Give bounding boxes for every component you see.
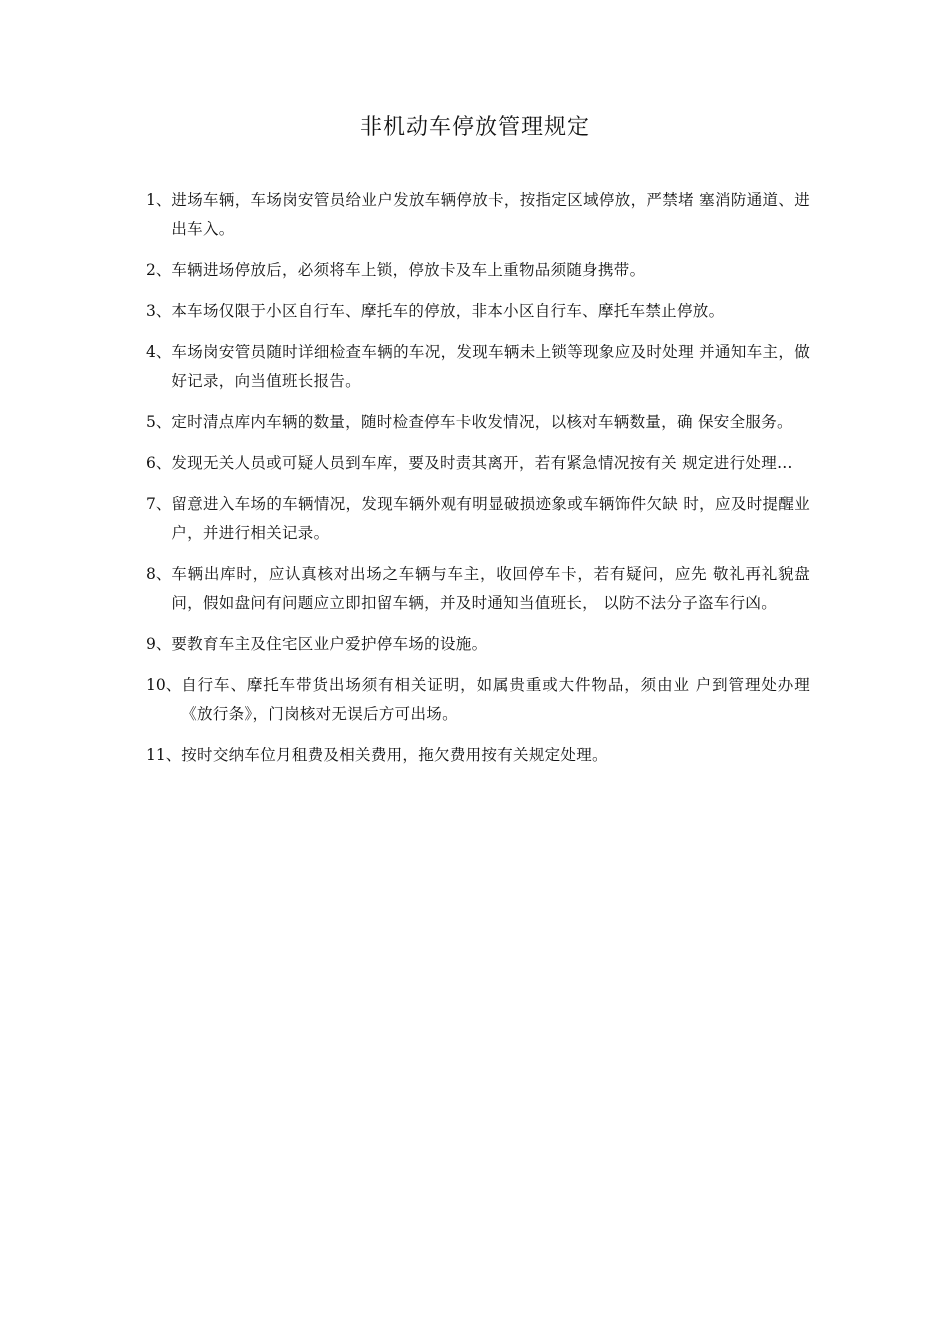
rule-number: 8、 bbox=[146, 565, 172, 583]
rule-number: 4、 bbox=[146, 343, 172, 361]
rule-number: 7、 bbox=[146, 495, 172, 513]
rule-number: 6、 bbox=[146, 454, 172, 472]
rule-text: 留意进入车场的车辆情况，发现车辆外观有明显破损迹象或车辆饰件欠缺 时，应及时提醒业户，并进行相关记录。 bbox=[171, 495, 810, 542]
rule-text: 车辆出库时，应认真核对出场之车辆与车主，收回停车卡，若有疑问，应先 敬礼再礼貌盘问，假如盘问有问题应立即扣留车辆，并及时通知当值班长， 以防不法分子盗车行凶。 bbox=[171, 565, 810, 612]
rule-number: 3、 bbox=[146, 302, 172, 320]
rule-item-3 bbox=[146, 297, 810, 326]
rule-text: 定时清点库内车辆的数量，随时检查停车卡收发情况，以核对车辆数量，确 保安全服务。 bbox=[171, 413, 793, 431]
rule-item-10 bbox=[146, 671, 810, 729]
rule-text: 本车场仅限于小区自行车、摩托车的停放，非本小区自行车、摩托车禁止停放。 bbox=[171, 302, 725, 320]
rules-list bbox=[146, 186, 810, 782]
rule-item-9 bbox=[146, 630, 810, 659]
rule-text: 发现无关人员或可疑人员到车库，要及时责其离开，若有紧急情况按有关 规定进行处理… bbox=[171, 454, 793, 472]
rule-text: 车辆进场停放后，必须将车上锁，停放卡及车上重物品须随身携带。 bbox=[171, 261, 646, 279]
rule-text: 进场车辆，车场岗安管员给业户发放车辆停放卡，按指定区域停放，严禁堵 塞消防通道、进出车入。 bbox=[171, 191, 810, 238]
rule-item-6 bbox=[146, 449, 810, 478]
rule-item-5 bbox=[146, 408, 810, 437]
rule-text: 按时交纳车位月租费及相关费用，拖欠费用按有关规定处理。 bbox=[181, 746, 608, 764]
rule-number: 1、 bbox=[146, 191, 172, 209]
rule-text: 车场岗安管员随时详细检查车辆的车况，发现车辆未上锁等现象应及时处理 并通知车主，做好记录，向当值班长报告。 bbox=[171, 343, 810, 390]
rule-number: 11、 bbox=[146, 746, 182, 764]
rule-item-4 bbox=[146, 338, 810, 396]
rule-text: 自行车、摩托车带货出场须有相关证明，如属贵重或大件物品，须由业 户到管理处办理《放行条》，门岗核对无误后方可出场。 bbox=[181, 676, 810, 723]
rule-number: 9、 bbox=[146, 635, 172, 653]
rule-item-7 bbox=[146, 490, 810, 548]
rule-number: 2、 bbox=[146, 261, 172, 279]
rule-item-2 bbox=[146, 256, 810, 285]
rule-item-8 bbox=[146, 560, 810, 618]
rule-number: 5、 bbox=[146, 413, 172, 431]
rule-item-1 bbox=[146, 186, 810, 244]
document-title: 非机动车停放管理规定 bbox=[359, 115, 590, 140]
rule-number: 10、 bbox=[146, 676, 182, 694]
rule-item-11 bbox=[146, 741, 810, 770]
rule-text: 要教育车主及住宅区业户爱护停车场的设施。 bbox=[171, 635, 488, 653]
